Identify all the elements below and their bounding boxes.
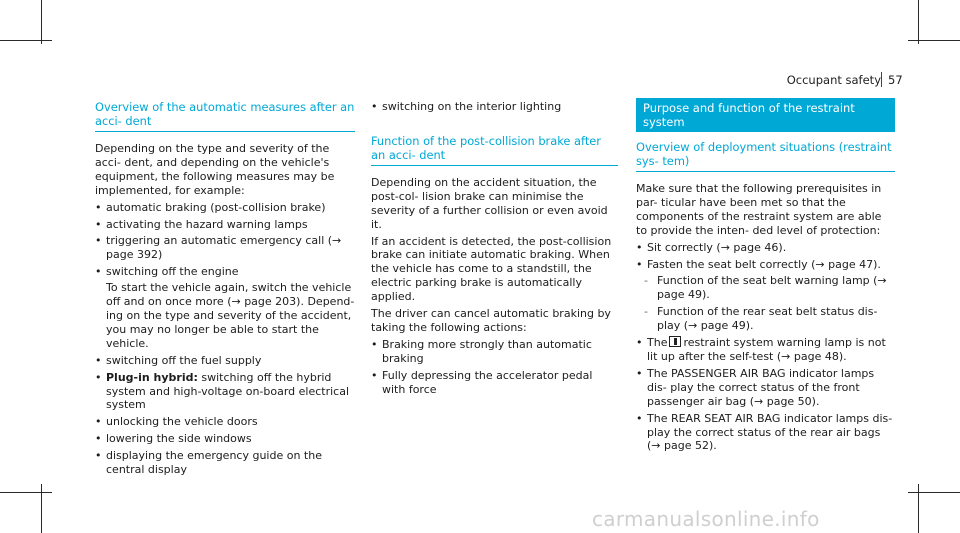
sub-item: - Function of the rear seat belt status dis- play (→ page 49). xyxy=(644,305,878,333)
list-item: • switching off the engine To start the vehicle again, switch the vehicle off and on once more (→ page 203). Depend- ing on the type and severity of the accident, you may no longer be able to start the vehicle. xyxy=(95,265,355,350)
bullet-icon: • xyxy=(95,432,102,446)
section-heading: Function of the post-collision brake after an acci- dent xyxy=(371,134,618,166)
list-item: • triggering an automatic emergency call (→ page 392) xyxy=(95,234,342,262)
continued-list xyxy=(371,100,618,114)
list-item: • Fully depressing the accelerator pedal with force xyxy=(371,368,593,396)
intro-paragraph: Depending on the type and severity of the acci- dent, and depending on the vehicle's equipment, the following measures may be implemented, for example: xyxy=(95,142,335,197)
dash-icon: - xyxy=(644,305,648,319)
actions-list xyxy=(371,338,618,397)
bullet-icon: • xyxy=(371,100,378,113)
list-item: • The REAR SEAT AIR BAG indicator lamps dis- play the correct status of the rear air bags (→ page 52). xyxy=(636,411,893,453)
bullet-icon: • xyxy=(95,265,102,279)
bullet-icon: • xyxy=(371,368,378,382)
section-heading: Overview of the automatic measures after an acci- dent xyxy=(95,100,355,132)
crop-mark xyxy=(908,492,960,493)
bullet-icon: • xyxy=(95,449,102,463)
chapter-heading-bar: Purpose and function of the restraint system xyxy=(636,98,895,132)
crop-mark xyxy=(918,0,919,44)
bullet-icon: • xyxy=(95,415,102,429)
intro-paragraph: Make sure that the following prerequisites in par- ticular have been met so that the components of the restraint system are able to provide the inten- ded level of protection: xyxy=(636,182,882,237)
list-item: • Fasten the seat belt correctly (→ page 47). - Function of the seat belt warning lamp (→ page 49). - Function of the rear seat belt status dis- play (→ page 49). xyxy=(636,258,895,334)
running-header xyxy=(0,73,960,89)
section-title: Occupant safety xyxy=(786,73,881,87)
list-item: • automatic braking (post-collision brake) xyxy=(95,200,326,214)
prerequisites-list xyxy=(636,241,895,454)
bullet-icon: • xyxy=(95,217,102,231)
column-middle xyxy=(371,100,618,400)
dash-icon: - xyxy=(644,274,648,288)
bullet-icon: • xyxy=(636,411,643,425)
list-item: • Sit correctly (→ page 46). xyxy=(636,240,787,254)
list-item: • The restraint system warning lamp is not lit up after the self-test (→ page 48). xyxy=(636,336,886,363)
bullet-icon: • xyxy=(636,336,643,350)
list-item: • unlocking the vehicle doors xyxy=(95,415,258,429)
engine-note: To start the vehicle again, switch the vehicle off and on once more (→ page 203). Depend- ing on the type and severity of the accident, you may no longer be able to start the vehicle. xyxy=(106,281,355,350)
crop-mark xyxy=(41,0,42,44)
page-number: 57 xyxy=(888,73,903,87)
bullet-icon: • xyxy=(636,240,643,254)
bullet-icon: • xyxy=(636,257,643,271)
list-item: • Braking more strongly than automatic braking xyxy=(371,337,592,365)
watermark-text: carmanualsonline.info xyxy=(592,507,820,531)
paragraph: Depending on the accident situation, the post-col- lision brake can minimise the severity of a further collision or even avoid it. xyxy=(371,175,608,231)
list-item: • Plug-in hybrid: switching off the hybrid system and high-voltage on-board electrical system xyxy=(95,370,350,412)
list-item: • displaying the emergency guide on the central display xyxy=(95,449,322,477)
measures-list xyxy=(95,201,355,477)
bullet-icon: • xyxy=(371,337,378,351)
crop-mark xyxy=(908,40,960,41)
bullet-icon: • xyxy=(95,200,102,214)
sub-item: - Function of the seat belt warning lamp (→ page 49). xyxy=(644,274,887,302)
paragraph: If an accident is detected, the post-collision brake can initiate automatic braking. When the vehicle has come to a standstill, the electric parking brake is automatically applied. xyxy=(371,234,612,304)
restraint-system-warning-icon xyxy=(669,336,681,347)
list-item: • activating the hazard warning lamps xyxy=(95,217,308,231)
column-right xyxy=(636,98,895,456)
list-item: • lowering the side windows xyxy=(95,432,252,446)
bullet-icon: • xyxy=(636,366,643,380)
crop-mark xyxy=(0,40,52,41)
bullet-icon: • xyxy=(95,353,102,367)
bullet-icon: • xyxy=(95,370,102,384)
header-divider xyxy=(881,72,882,87)
list-item: • switching off the fuel supply xyxy=(95,353,262,367)
list-item: • switching on the interior lighting xyxy=(371,100,562,113)
column-left xyxy=(95,100,355,480)
plugin-label: Plug-in hybrid: xyxy=(106,370,198,384)
paragraph: The driver can cancel automatic braking by taking the following actions: xyxy=(371,307,611,334)
list-item: • The PASSENGER AIR BAG indicator lamps dis- play the correct status of the front passenger air bag (→ page 50). xyxy=(636,366,875,408)
crop-mark xyxy=(0,492,52,493)
section-heading: Overview of deployment situations (restraint sys- tem) xyxy=(636,140,895,172)
bullet-icon: • xyxy=(95,234,102,248)
